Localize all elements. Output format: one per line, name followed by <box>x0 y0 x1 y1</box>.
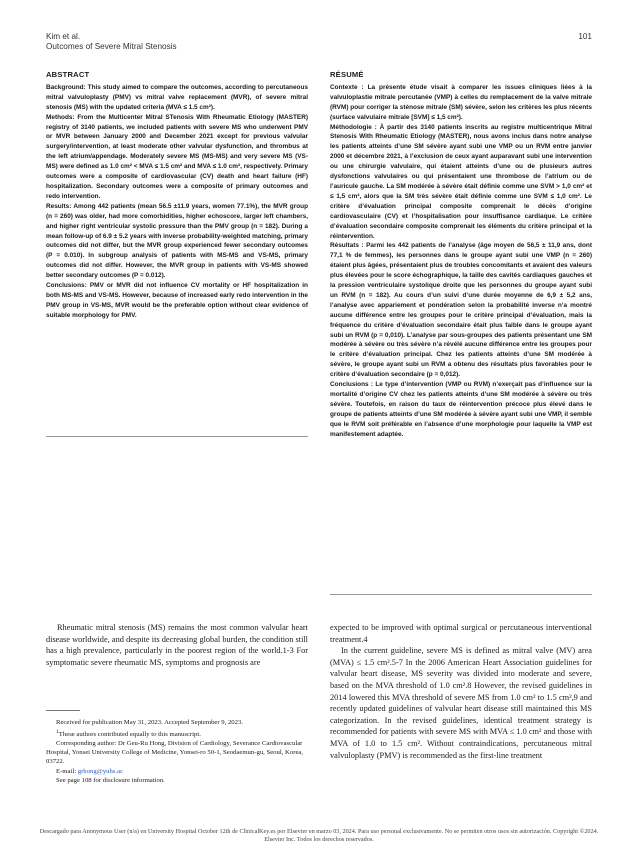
email-link[interactable]: grhong@yuhs.ac <box>77 767 124 775</box>
resultats-text: Parmi les 442 patients de l’analyse (âge moyen de 56,5 ± 11,9 ans, dont 77,1 % de femmes), les personnes dans le groupe ayant subi une VMP (n = 260) étaient plus âgées, présentaient plus de troubles concomitants et avaient des valeurs plus élevées pour le score échographique, la taille des cavités cardiaques gauches et la pression ventriculaire systolique droite que les personnes du groupe ayant subi un RVM (n = 182). Au cours d’un suivi d’une durée moyenne de 6,9 ± 5,2 ans, l’analyse avec appariement et pondération selon la probabilité inverse n’a montré aucune différence entre les groupes pour le critère principal d’évaluation, mais la fréquence du critère d’évaluation secondaire était plus faible dans le groupe ayant subi un RVM (p = 0,010). L’analyse par sous-groupes des patients présentant une SM modérée à sévère ou très sévère n’a révélé aucune différence entre les groupes pour le critère d’évaluation principal. Chez les patients atteints d’une SM modérée à sévère, le groupe ayant subi un RVM a obtenu des résultats plus favorables pour le critère d’évaluation secondaire (p = 0,012). <box>330 242 592 379</box>
abstract-heading: ABSTRACT <box>46 70 90 79</box>
email-line <box>46 767 308 776</box>
results-text: Among 442 patients (mean 56.5 ±11.9 years, women 77.1%), the MVR group (n = 260) was older, had more comorbidities, higher echoscore, larger left chambers, and higher right ventricular systolic pressure than the PMV group (n = 182). During a mean follow-up of 6.9 ± 5.2 years with inverse probability-weighted matching, primary outcomes did not differ, but the MVR group experienced fewer secondary outcomes (P = 0.010). In subgroup analysis of patients with MS-MS and VS-MS, primary outcomes did not differ. However, the MVR group in patients with VS-MS showed better secondary outcomes (P = 0.012). <box>46 202 308 280</box>
abstract-french <box>330 70 592 440</box>
resume-heading: RÉSUMÉ <box>330 70 364 79</box>
background-text: This study aimed to compare the outcomes, according to percutaneous mitral valvuloplasty (PMV) vs mitral valve replacement (MVR), of severe mitral stenosis (MS) with the updated criteria (MVA ≤ 1.5 cm²). <box>46 83 308 111</box>
disclosure-note: See page 108 for disclosure information. <box>56 777 165 785</box>
conclusions-label: Conclusions: <box>46 282 87 290</box>
intro-paragraph-2: In the current guideline, severe MS is defined as mitral valve (MV) area (MVA) ≤ 1.5 cm².5-7 In the 2006 American Heart Association guidelines for valvular heart disease, MS severity was divided into moderate and severe, based on the MVA threshold of 1.0 cm².8 However, the revised guidelines in 2014 lowered this MVA threshold of severe MS from 1.0 cm² to 1.5 cm²,9 and recently updated guidelines of valvular heart disease still maintained this MS categorization. In the revised guidelines, identical treatment strategy is recommended for patients with severe MS with MVA ≤ 1.0 cm² and those with MVA of 1.0 to 1.5 cm². Without contraindications, percutaneous mitral valvuloplasty (PMV) is recommended as the first-line treatment <box>330 646 592 760</box>
abstract-divider-left <box>46 436 308 437</box>
footnote-divider <box>46 710 80 711</box>
resume-conclusions-label: Conclusions : <box>330 381 374 389</box>
running-header <box>46 32 177 52</box>
abstract-english <box>46 70 308 321</box>
resume-resultats <box>330 241 592 380</box>
abstract-methods <box>46 113 308 202</box>
equal-contribution-note <box>46 728 308 739</box>
contexte-text: La présente étude visait à comparer les issues cliniques liées à la valvuloplastie mitrale percutanée (VMP) à celles du remplacement de la valve mitrale (RVM) pour corriger la sténose mitrale (SM) sévère, selon les critères les plus récents (surface valvulaire mitrale [SVM] ≤ 1,5 cm²). <box>330 83 592 121</box>
results-label: Results: <box>46 202 72 210</box>
running-header-title: Outcomes of Severe Mitral Stenosis <box>46 42 177 51</box>
resume-conclusions <box>330 380 592 439</box>
background-label: Background: <box>46 83 86 91</box>
resume-conclusions-text: Le type d’intervention (VMP ou RVM) n’exerçait pas d’influence sur la mortalité d’origine CV chez les patients atteints d’une SM modérée à sévère ou très sévère. Toutefois, en raison du taux de réintervention précoce plus élevé dans le groupe de patients atteints d’une SM modérée à sévère ayant subi une VMP, il semble que le RVM soit préférable en l’absence d’une morphologie pour laquelle la VMP est manifestement adaptée. <box>330 381 592 438</box>
abstract-conclusions <box>46 281 308 321</box>
conclusions-text: PMV or MVR did not influence CV mortality or HF hospitalization in both MS-MS and VS-MS. However, because of increased early redo intervention in the PMV group in VS-MS, MVR would be the preferable option without clear evidence of suitable morphology for PMV. <box>46 282 308 319</box>
running-header-authors: Kim et al. <box>46 32 81 41</box>
body-column-right <box>330 622 592 761</box>
download-notice: Descargado para Anonymous User (n/a) en University Hospital October 12th de ClinicalKey.es por Elsevier en marzo 03, 2024. Para uso personal exclusivamente. No se permiten otros usos sin autorización. Copyright ©2024. Elsevier Inc. Todos los derechos reservados. <box>39 828 599 843</box>
contexte-label: Contexte : <box>330 83 364 91</box>
resume-contexte <box>330 83 592 123</box>
abstract-background <box>46 83 308 113</box>
email-label: E-mail: <box>56 767 78 775</box>
equal-contribution-text: These authors contributed equally to this manuscript. <box>58 730 201 738</box>
received-note: Received for publication May 31, 2023. Accepted September 9, 2023. <box>56 719 244 726</box>
methodologie-label: Méthodologie : <box>330 123 377 131</box>
intro-paragraph-1-continued: expected to be improved with optimal surgical or percutaneous interventional treatment.4 <box>330 623 592 644</box>
resume-methodologie <box>330 123 592 242</box>
methods-text: From the Multicenter Mitral STenosis With Rheumatic Etiology (MASTER) registry of 3140 patients, we included patients with severe MS who underwent PMV or MVR between January 2000 and December 2021 except for previous valvular surgery/intervention, at least moderate other valvular dysfunction, and thrombus at the left atrium/appendage. Moderately severe MS (MS-MS) and very severe MS (VS-MS) were defined as 1.0 cm² < MVA ≤ 1.5 cm² and MVA ≤ 1.0 cm², respectively. Primary outcomes were a composite of cardiovascular (CV) death and heart failure (HF) hospitalization. Secondary outcomes were a composite of primary outcomes and redo intervention. <box>46 113 308 200</box>
intro-paragraph-1: Rheumatic mitral stenosis (MS) remains the most common valvular heart disease worldwide, and despite its decreasing global burden, the condition still has a high prevalence, particularly in the poorest region of the world.1-3 For symptomatic severe rheumatic MS, symptoms and prognosis are <box>46 623 308 667</box>
body-column-left <box>46 622 308 668</box>
methods-label: Methods: <box>46 113 75 121</box>
equal-contribution-marker: 1 <box>56 728 59 735</box>
methodologie-text: À partir des 3140 patients inscrits au registre multicentrique Mitral Stenosis With Rheumatic Etiology (MASTER), nous avons inclus dans notre analyse les patients atteints d’une SM sévère ayant subi une VMP ou un RVM entre janvier 2000 et décembre 2021, à l’exclusion de ceux ayant auparavant subi une intervention ou une chirurgie valvulaire, qui étaient atteints d’une ou de plusieurs autres dysfonctions valvulaires ou qui présentaient une thrombose de l’atrium ou de l’auricule gauche. La SM modérée à sévère était définie comme une SVM > 1,0 cm² et ≤ 1,5 cm², alors que la SM très sévère était définie comme une SVM ≤ 1,0 cm². Le critère d’évaluation principal composite comprenait le décès d’origine cardiovasculaire (CV) et l’hospitalisation pour insuffisance cardiaque. Le critère d’évaluation secondaire composite comprenait les éléments du critère principal et la réintervention. <box>330 123 592 240</box>
page-number: 101 <box>578 32 592 41</box>
resultats-label: Résultats : <box>330 242 364 250</box>
article-notes <box>46 718 308 786</box>
abstract-divider-right <box>330 594 592 595</box>
corresponding-author: Corresponding author: Dr Geu-Ru Hong, Division of Cardiology, Severance Cardiovascular Hospital, Yonsei University College of Medicine, Yonsei-ro 50-1, Seodaemun-gu, Seoul, Korea, 03722. <box>46 740 304 766</box>
abstract-results <box>46 202 308 281</box>
